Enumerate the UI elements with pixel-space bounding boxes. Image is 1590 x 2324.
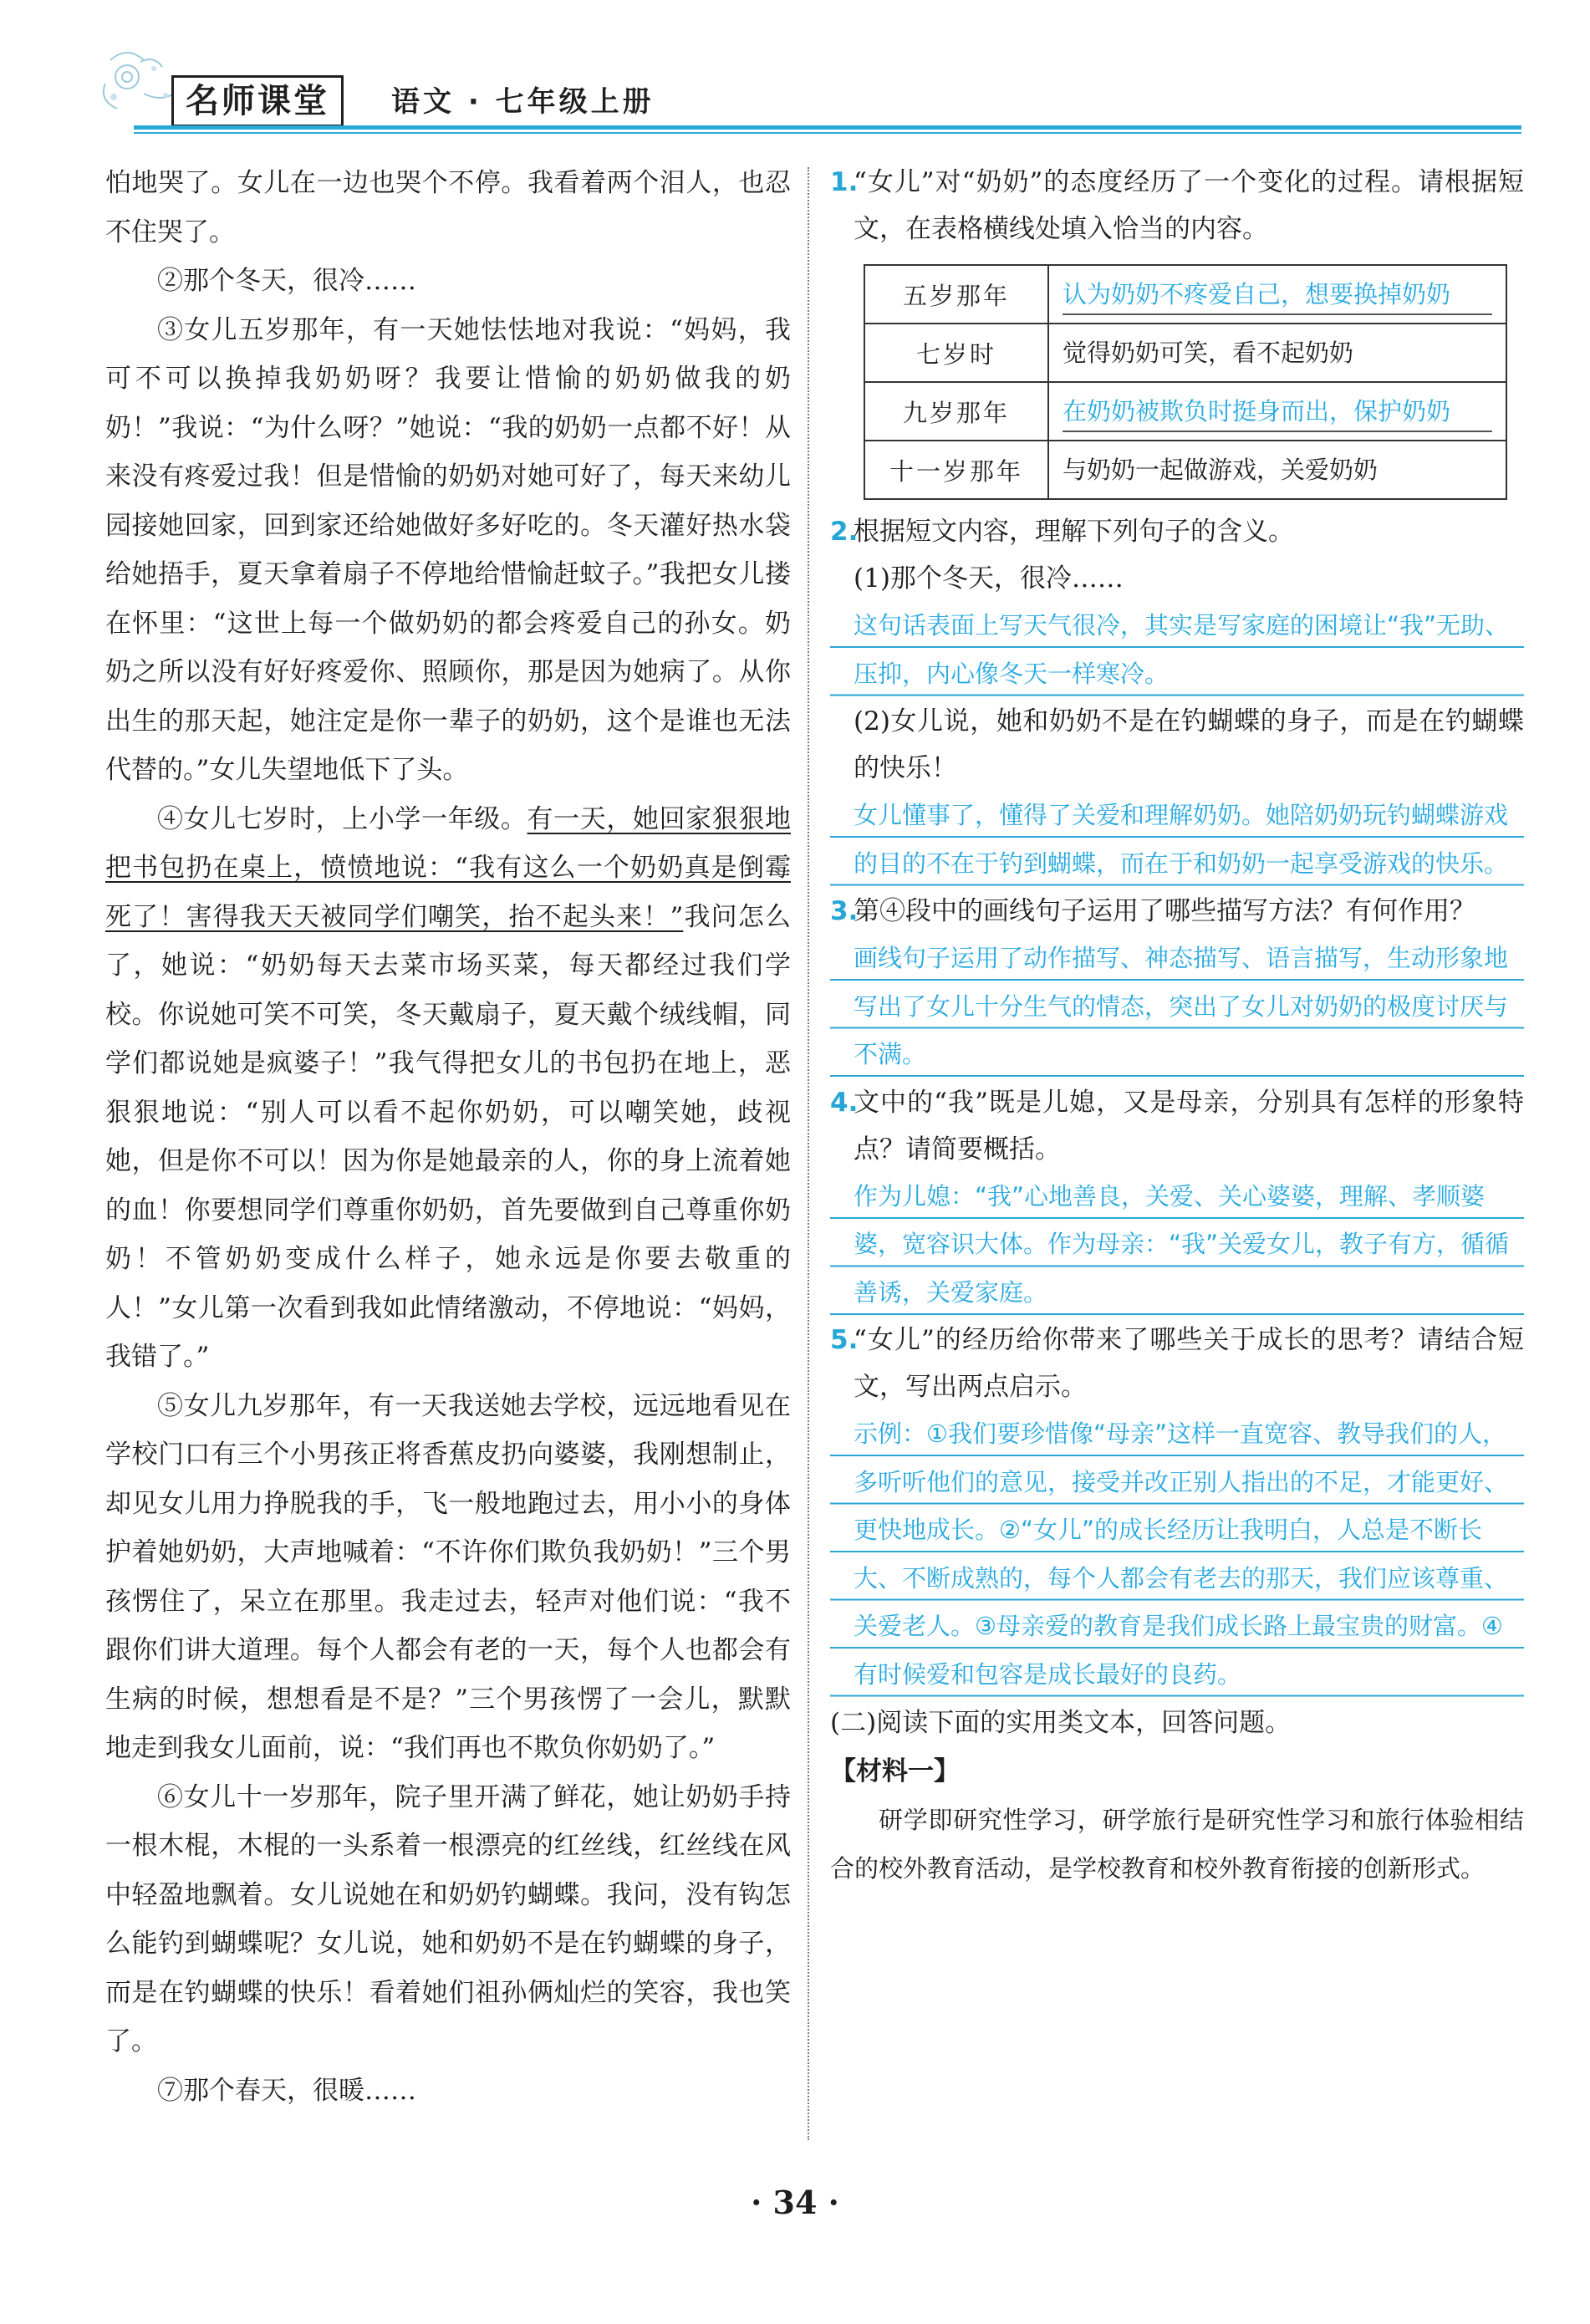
table-answer-cell <box>1048 265 1506 324</box>
table-answer-cell <box>1048 382 1506 441</box>
page-number: · 34 · <box>751 2184 839 2221</box>
answer-text: 画线句子运用了动作描写、神态描写、语言描写，生动形象地写出了女儿十分生气的情态，突出了女儿对奶奶的极度讨厌与不满。 <box>830 935 1524 1079</box>
question-text: “女儿”对“奶奶”的态度经历了一个变化的过程。请根据短文，在表格横线处填入恰当的内容。 <box>854 167 1524 244</box>
question-1 <box>830 159 1524 252</box>
answer-text: 女儿懂事了，懂得了关爱和理解奶奶。她陪奶奶玩钓蝴蝶游戏的目的不在于钓到蝴蝶，而在于和奶奶一起享受游戏的快乐。 <box>830 792 1524 888</box>
story-paragraph: ⑦那个春天，很暖…… <box>157 2075 416 2106</box>
question-number: 2. <box>830 517 859 547</box>
sub-question: (1)那个冬天，很冷…… <box>854 563 1124 594</box>
story-paragraph-4 <box>105 795 791 1382</box>
questions-column <box>830 159 1524 1893</box>
question-number: 3. <box>830 896 859 926</box>
story-paragraph: ⑤女儿九岁那年，有一天我送她去学校，远远地看见在学校门口有三个小男孩正将香蕉皮扔向婆婆，我刚想制止，却见女儿用力挣脱我的手，飞一般地跑过去，用小小的身体护着她奶奶，大声地喊着：“不许你们欺负我奶奶！”三个男孩愣住了，呆立在那里。我走过去，轻声对他们说：“我不跟你们讲大道理。每个人都会有老的一天，每个人也都会有生病的时候，想想看是不是？”三个男孩愣了一会儿，默默地走到我女儿面前，说：“我们再也不欺负你奶奶了。” <box>105 1390 791 1763</box>
header-rule <box>134 125 1521 130</box>
question-text: 第④段中的画线句子运用了哪些描写方法？有何作用？ <box>854 896 1475 926</box>
question-text: 根据短文内容，理解下列句子的含义。 <box>854 517 1294 547</box>
attitude-table <box>864 264 1507 500</box>
question-number: 4. <box>830 1087 859 1118</box>
underlined-sentence: 有一天，她回家狠狠地把书包扔在桌上，愤愤地说：“我有这么一个奶奶真是倒霉死了！害得我天天被同学们嘲笑，抬不起头来！” <box>105 803 792 932</box>
story-paragraph: ⑥女儿十一岁那年，院子里开满了鲜花，她让奶奶手持一根木棍，木棍的一头系着一根漂亮的红丝线，红丝线在风中轻盈地飘着。女儿说她在和奶奶钓蝴蝶。我问，没有钩怎么能钓到蝴蝶呢？女儿说，她和奶奶不是在钓蝴蝶的身子，而是在钓蝴蝶的快乐！看着她们祖孙俩灿烂的笑容，我也笑了。 <box>105 1781 791 2056</box>
sub-question: (2)女儿说，她和奶奶不是在钓蝴蝶的身子，而是在钓蝴蝶的快乐！ <box>854 706 1524 783</box>
column-divider <box>808 167 809 2140</box>
table-label: 十一岁那年 <box>864 441 1048 499</box>
brand-title: 名师课堂 <box>171 75 344 127</box>
answer-text: 这句话表面上写天气很冷，其实是写家庭的困境让“我”无助、压抑，内心像冬天一样寒冷。 <box>830 602 1524 698</box>
page-header <box>0 0 1590 134</box>
material-title: 【材料一】 <box>830 1756 960 1786</box>
subject-title: 语文 · 七年级上册 <box>391 85 655 119</box>
answer-text: 在奶奶被欺负时挺身而出，保护奶奶 <box>1063 388 1492 435</box>
p4-intro: ④女儿七岁时，上小学一年级。 <box>157 803 527 834</box>
table-label: 五岁那年 <box>864 265 1048 324</box>
story-paragraph: ③女儿五岁那年，有一天她怯怯地对我说：“妈妈，我可不可以换掉我奶奶呀？我要让惜愉的奶奶做我的奶奶！”我说：“为什么呀？”她说：“我的奶奶一点都不好！从来没有疼爱过我！但是惜愉的奶奶对她可好了，每天来幼儿园接她回家，回到家还给她做好多好吃的。冬天灌好热水袋给她捂手，夏天拿着扇子不停地给惜愉赶蚊子。”我把女儿搂在怀里：“这世上每一个做奶奶的都会疼爱自己的孙女。奶奶之所以没有好好疼爱你、照顾你，那是因为她病了。从你出生的那天起，她注定是你一辈子的奶奶，这个是谁也无法代替的。”女儿失望地低下了头。 <box>105 314 791 785</box>
table-row <box>864 441 1506 499</box>
answer-text: 示例：①我们要珍惜像“母亲”这样一直宽容、教导我们的人，多听听他们的意见，接受并改正别人指出的不足，才能更好、更快地成长。②“女儿”的成长经历让我明白，人总是不断长大、不断成熟的，每个人都会有老去的那天，我们应该尊重、关爱老人。③母亲爱的教育是我们成长路上最宝贵的财富。④有时候爱和包容是成长最好的良药。 <box>830 1410 1524 1699</box>
question-2 <box>830 508 1524 555</box>
table-label: 九岁那年 <box>864 382 1048 441</box>
material-text: 研学即研究性学习，研学旅行是研究性学习和旅行体验相结合的校外教育活动，是学校教育和校外教育衔接的创新形式。 <box>830 1806 1524 1883</box>
question-3 <box>830 888 1524 935</box>
story-column <box>105 159 791 2115</box>
table-row <box>864 265 1506 324</box>
table-cell <box>1048 324 1506 382</box>
answer-text: 作为儿媳：“我”心地善良，关爱、关心婆婆，理解、孝顺婆婆，宽容识大体。作为母亲：“我”关爱女儿，教子有方，循循善诱，关爱家庭。 <box>830 1173 1524 1317</box>
header-rule-thin <box>134 132 1521 134</box>
story-paragraph: ②那个冬天，很冷…… <box>157 266 416 296</box>
question-text: “女儿”的经历给你带来了哪些关于成长的思考？请结合短文，写出两点启示。 <box>854 1325 1524 1402</box>
table-row <box>864 382 1506 441</box>
table-cell <box>1048 441 1506 499</box>
p4-rest: 我问怎么了，她说：“奶奶每天去菜市场买菜，每天都经过我们学校。你说她可笑不可笑，冬天戴扇子，夏天戴个绒线帽，同学们都说她是疯婆子！”我气得把女儿的书包扔在地上，恶狠狠地说：“别人可以看不起你奶奶，可以嘲笑她，歧视她，但是你不可以！因为你是她最亲的人，你的身上流着她的血！你要想同学们尊重你奶奶，首先要做到自己尊重你奶奶！不管奶奶变成什么样子，她永远是你要去敬重的人！”女儿第一次看到我如此情绪激动，不停地说：“妈妈，我错了。” <box>105 901 791 1372</box>
cell-text: 觉得奶奶可笑，看不起奶奶 <box>1063 339 1354 367</box>
cell-text: 与奶奶一起做游戏，关爱奶奶 <box>1063 456 1379 484</box>
answer-text: 认为奶奶不疼爱自己，想要换掉奶奶 <box>1063 271 1492 318</box>
section-heading: (二)阅读下面的实用类文本，回答问题。 <box>830 1708 1292 1738</box>
question-number: 5. <box>830 1325 859 1355</box>
question-text: 文中的“我”既是儿媳，又是母亲，分别具有怎样的形象特点？请简要概括。 <box>854 1087 1524 1165</box>
question-5 <box>830 1317 1524 1410</box>
question-4 <box>830 1079 1524 1173</box>
table-label: 七岁时 <box>864 324 1048 382</box>
story-paragraph: 怕地哭了。女儿在一边也哭个不停。我看着两个泪人，也忍不住哭了。 <box>105 168 791 247</box>
table-row <box>864 324 1506 382</box>
question-number: 1. <box>830 167 859 197</box>
